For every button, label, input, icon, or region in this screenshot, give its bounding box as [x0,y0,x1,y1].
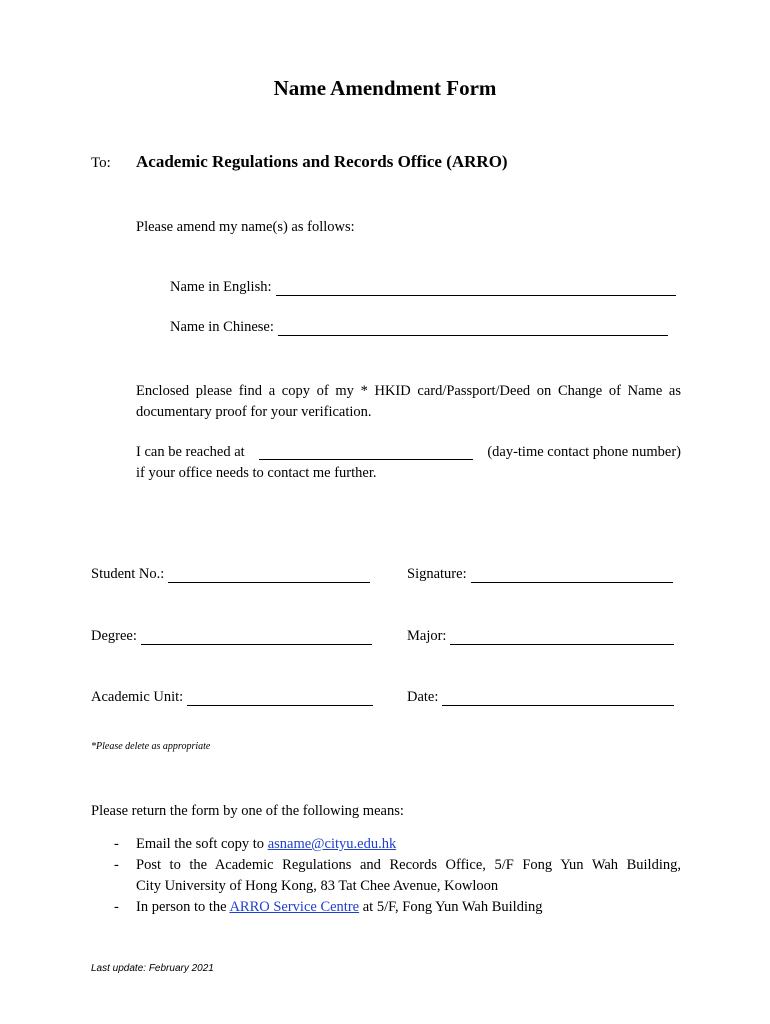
email-option [136,834,681,855]
in-person-option [136,897,681,918]
date-field[interactable] [407,689,674,706]
bullet: - [114,899,119,915]
degree-input-line[interactable] [141,630,372,645]
email-link[interactable]: asname@cityu.edu.hk [267,836,397,852]
student-no-input-line[interactable] [168,568,370,583]
name-chinese-field[interactable] [170,319,668,336]
signature-label: Signature: [407,566,467,582]
list-item [91,834,681,855]
contact-line-2: if your office needs to contact me further. [136,465,377,481]
academic-unit-input-line[interactable] [187,691,373,706]
academic-unit-field[interactable] [91,689,373,706]
name-chinese-label: Name in Chinese: [170,319,274,335]
signature-input-line[interactable] [471,568,673,583]
name-english-input-line[interactable] [276,281,676,296]
name-english-label: Name in English: [170,279,272,295]
academic-unit-label: Academic Unit: [91,689,184,705]
contact-line-1 [136,442,681,463]
contact-suffix: (day-time contact phone number) [487,444,681,460]
list-item [91,855,681,897]
enclosed-paragraph [136,381,681,423]
contact-prefix: I can be reached at [136,444,245,460]
student-no-label: Student No.: [91,566,165,582]
return-heading: Please return the form by one of the following means: [91,803,404,819]
list-item [91,897,681,918]
post-line-2: City University of Hong Kong, 83 Tat Chee Avenue, Kowloon [136,878,499,894]
date-label: Date: [407,689,439,705]
form-title: Name Amendment Form [273,76,497,100]
name-english-field[interactable] [170,279,676,296]
person-prefix: In person to the [136,899,227,915]
bullet: - [114,836,119,852]
student-no-field[interactable] [91,566,370,583]
degree-field[interactable] [91,628,372,645]
return-means-list [91,834,681,918]
arro-service-centre-link[interactable]: ARRO Service Centre [229,899,360,915]
phone-input-line[interactable] [259,445,473,460]
major-input-line[interactable] [450,630,674,645]
recipient-office: Academic Regulations and Records Office (ARRO) [136,152,508,171]
person-suffix: at 5/F, Fong Yun Wah Building [362,899,543,915]
intro-text: Please amend my name(s) as follows: [136,219,355,235]
to-label: To: [91,155,111,171]
email-prefix: Email the soft copy to [136,836,265,852]
contact-paragraph [136,442,681,484]
enclosed-line-1: Enclosed please find a copy of my * HKID card/Passport/Deed on Change of Name as [136,383,681,399]
post-option [136,855,681,897]
major-label: Major: [407,628,447,644]
name-chinese-input-line[interactable] [278,321,668,336]
last-update-footer: Last update: February 2021 [91,963,214,974]
signature-field[interactable] [407,566,673,583]
enclosed-line-2: documentary proof for your verification. [136,404,372,420]
major-field[interactable] [407,628,674,645]
bullet: - [114,857,119,873]
date-input-line[interactable] [442,691,674,706]
post-line-1: Post to the Academic Regulations and Records Office, 5/F Fong Yun Wah Building, [136,857,681,873]
degree-label: Degree: [91,628,137,644]
delete-note: *Please delete as appropriate [91,741,211,752]
